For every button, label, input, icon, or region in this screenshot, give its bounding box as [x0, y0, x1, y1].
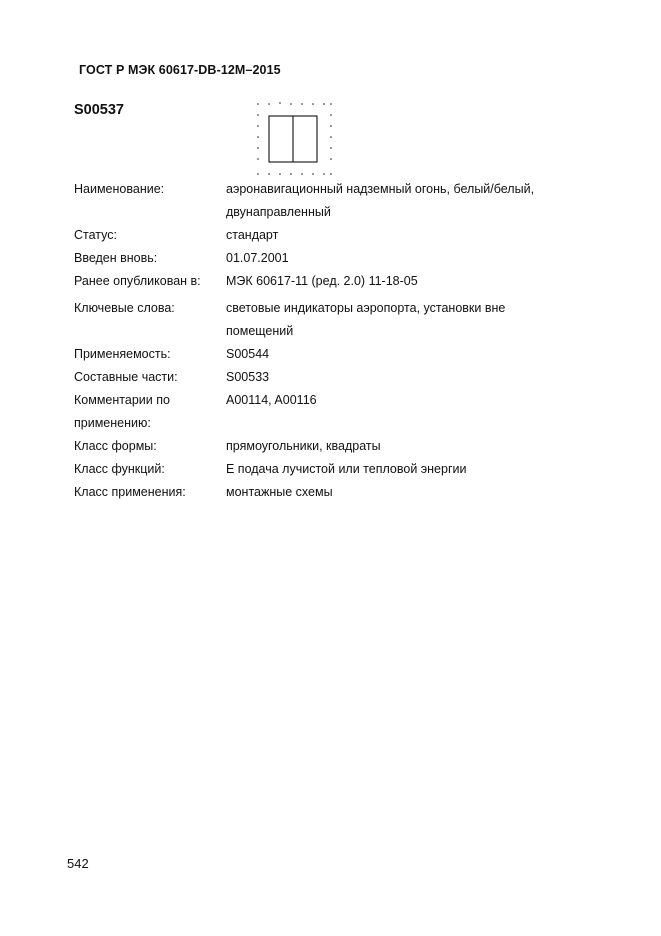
field-function-class	[74, 458, 594, 481]
document-header: ГОСТ Р МЭК 60617-DB-12M–2015	[79, 63, 281, 77]
field-value-line: двунаправленный	[226, 205, 331, 219]
field-value: МЭК 60617-11 (ред. 2.0) 11-18-05	[226, 274, 418, 288]
field-label: Класс применения:	[74, 485, 186, 499]
field-label: Ключевые слова:	[74, 301, 175, 315]
symbol-figure	[255, 102, 333, 176]
field-value: A00114, A00116	[226, 393, 317, 407]
field-label: Применяемость:	[74, 347, 171, 361]
field-label-line: Комментарии по	[74, 393, 170, 407]
field-value	[226, 297, 594, 343]
page-number: 542	[67, 856, 89, 871]
field-applicability	[74, 343, 594, 366]
field-status	[74, 224, 594, 247]
field-components	[74, 366, 594, 389]
field-application-class	[74, 481, 594, 504]
field-label-line: применению:	[74, 416, 151, 430]
symbol-fields	[74, 178, 594, 504]
field-application-notes	[74, 389, 594, 435]
field-value: стандарт	[226, 228, 279, 242]
field-keywords	[74, 297, 594, 343]
field-value-line: аэронавигационный надземный огонь, белый/белый,	[226, 182, 535, 196]
field-label	[74, 389, 226, 435]
field-label: Ранее опубликован в:	[74, 274, 201, 288]
field-value: E подача лучистой или тепловой энергии	[226, 462, 467, 476]
field-label: Класс функций:	[74, 462, 165, 476]
field-label: Составные части:	[74, 370, 178, 384]
field-label: Наименование:	[74, 182, 165, 196]
field-value: монтажные схемы	[226, 485, 333, 499]
field-name	[74, 178, 594, 224]
field-label: Статус:	[74, 228, 117, 242]
field-value-line: помещений	[226, 324, 294, 338]
field-shape-class	[74, 435, 594, 458]
field-label: Класс формы:	[74, 439, 157, 453]
field-introduced	[74, 247, 594, 270]
field-value: S00533	[226, 370, 270, 384]
symbol-code: S00537	[74, 102, 124, 118]
field-value: S00544	[226, 347, 270, 361]
field-value	[226, 178, 594, 224]
field-previously-published	[74, 270, 594, 293]
field-value: прямоугольники, квадраты	[226, 439, 381, 453]
field-value-line: световые индикаторы аэропорта, установки вне	[226, 301, 506, 315]
field-value: 01.07.2001	[226, 251, 289, 265]
field-label: Введен вновь:	[74, 251, 158, 265]
